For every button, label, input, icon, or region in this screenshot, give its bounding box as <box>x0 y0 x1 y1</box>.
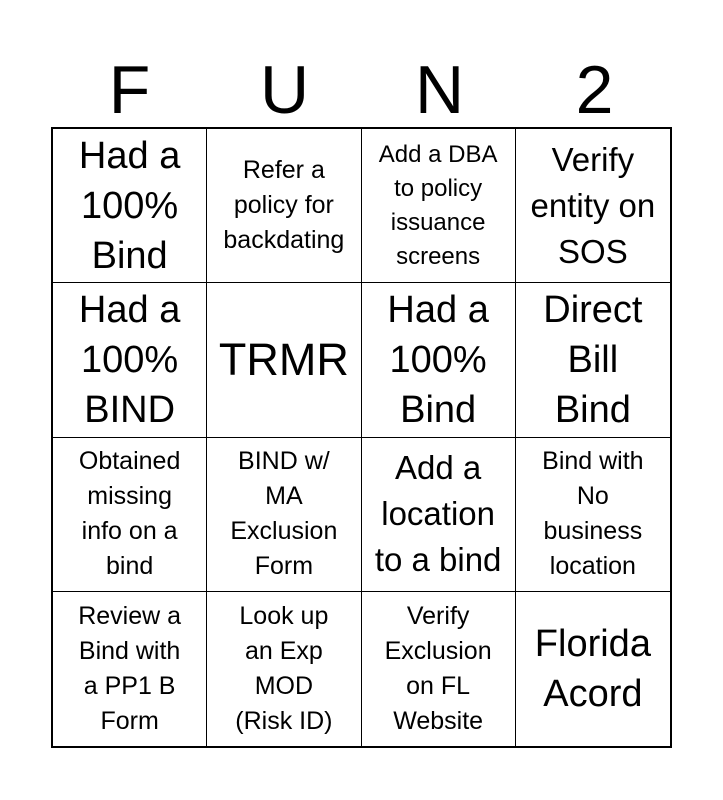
bingo-board <box>51 127 672 748</box>
cell-text: Had a 100% Bind <box>387 288 489 431</box>
cell-text: Add a location to a bind <box>374 449 502 579</box>
bingo-header <box>52 52 672 128</box>
header-letter-u: U <box>259 52 310 128</box>
cell-text: Had a 100% Bind <box>78 134 181 277</box>
cell-text: Add a DBA to policy issuance screens <box>378 140 498 270</box>
cell-text: Refer a policy for backdating <box>223 156 345 255</box>
header-letter-2: 2 <box>575 52 614 128</box>
cell-text: Verify entity on SOS <box>530 140 656 270</box>
bingo-cell[interactable] <box>362 438 516 592</box>
cell-text: TRMR <box>218 333 349 385</box>
bingo-cell[interactable] <box>516 129 670 283</box>
cell-text: Verify Exclusion on FL Website <box>384 601 492 735</box>
cell-text: BIND w/ MA Exclusion Form <box>230 447 338 581</box>
cell-text: Review a Bind with a PP1 B Form <box>78 601 182 735</box>
bingo-cell[interactable] <box>362 283 516 437</box>
bingo-cell[interactable] <box>207 129 361 283</box>
bingo-cell[interactable] <box>207 592 361 746</box>
bingo-cell[interactable] <box>53 592 207 746</box>
bingo-cell[interactable] <box>362 129 516 283</box>
bingo-cell[interactable] <box>516 438 670 592</box>
bingo-cell[interactable] <box>516 592 670 746</box>
cell-text: Florida Acord <box>534 622 651 715</box>
cell-text: Look up an Exp MOD (Risk ID) <box>235 601 333 735</box>
bingo-cell[interactable] <box>362 592 516 746</box>
header-letter-n: N <box>414 52 465 128</box>
header-letter-f: F <box>108 52 151 128</box>
bingo-cell[interactable] <box>207 438 361 592</box>
cell-text: Direct Bill Bind <box>543 288 643 431</box>
bingo-cell[interactable] <box>53 129 207 283</box>
bingo-cell[interactable] <box>516 283 670 437</box>
cell-text: Bind with No business location <box>542 447 644 581</box>
bingo-cell[interactable] <box>53 438 207 592</box>
cell-text: Had a 100% BIND <box>78 288 181 431</box>
bingo-cell[interactable] <box>207 283 361 437</box>
cell-text: Obtained missing info on a bind <box>78 447 181 581</box>
bingo-cell[interactable] <box>53 283 207 437</box>
